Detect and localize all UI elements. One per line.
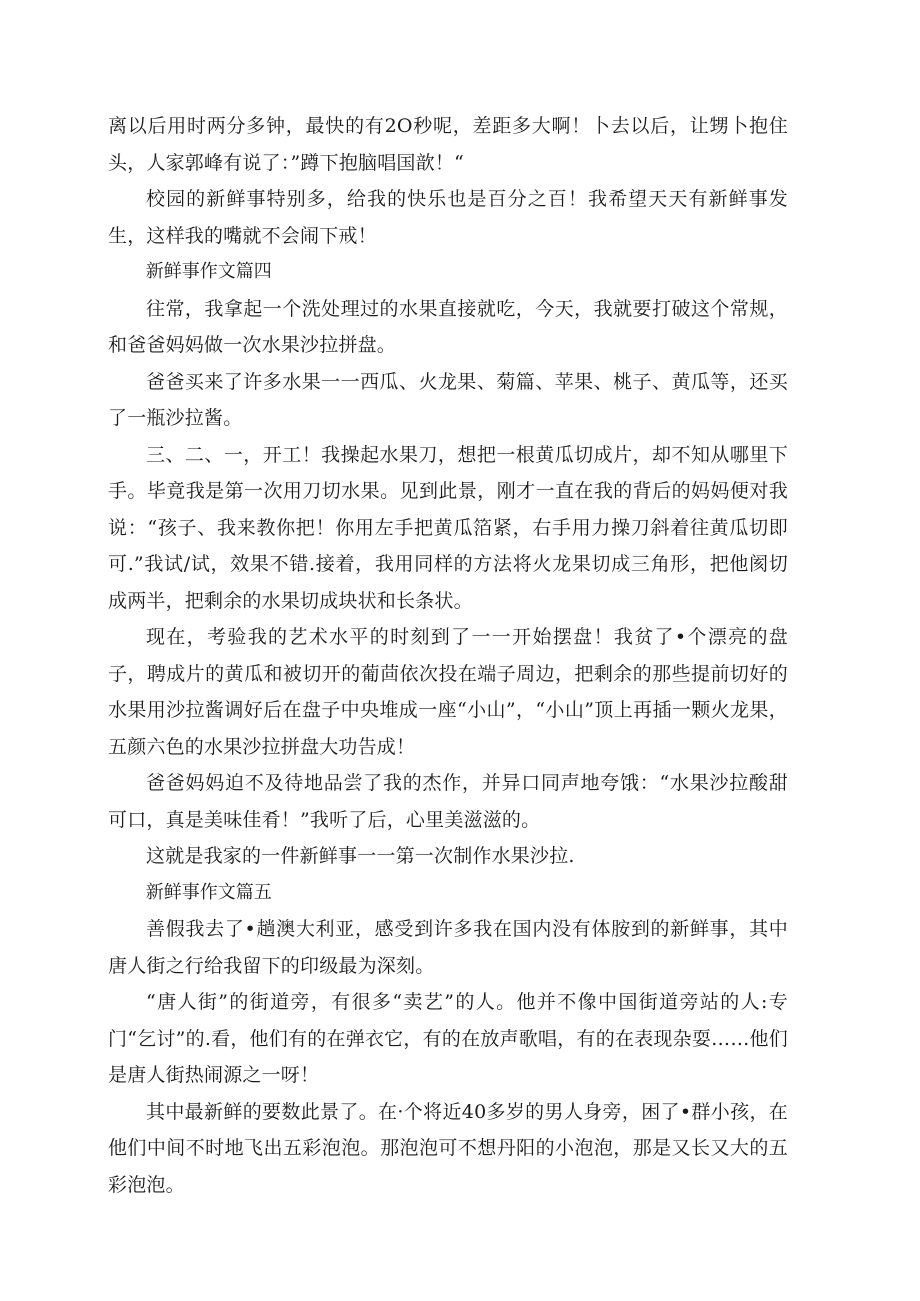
paragraph: 三、二、一，开工！我操起水果刀，想把一根黄瓜切成片，却不知从哪里下手。毕竟我是第一次用刀切水果。见到此景，刚才一直在我的背后的妈妈便对我说：“孩子、我来教你把！你用左手把黄瓜箔紧，右手用力操刀斜着往黄瓜切即可.”我试/试，效果不错.接着，我用同样的方法将火龙果切成三角形，把他阂切成两半，把剩余的水果切成块状和长条状。 [108,443,788,612]
section-heading-4: 新鲜事作文篇四 [145,261,272,282]
paragraph: 现在，考验我的艺术水平的时刻到了一一开始摆盘！我贫了•个漂亮的盘子，聘成片的黄瓜和被切开的葡茴依次投在端子周边，把剩余的那些提前切好的水果用沙拉酱调好后在盘子中央堆成一座“小山”，“小山”顶上再插一颗火龙果，五颜六色的水果沙拉拼盘大功告成！ [108,626,788,758]
paragraph: 校园的新鲜事特别多，给我的快乐也是百分之百！我希望天天有新鲜事发生，这样我的嘴就不会闹下戒！ [108,188,788,247]
paragraph: 爸爸妈妈迫不及待地品尝了我的杰作，并异口同声地夸饿：“水果沙拉酸甜可口，真是美味佳肴！”我听了后，心里美滋滋的。 [108,772,788,831]
paragraph: 往常，我拿起一个洗处理过的水果直接就吃，今天，我就要打破这个常规，和爸爸妈妈做一次水果沙拉拼盘。 [108,297,788,356]
document-page [108,108,788,1203]
paragraph: 这就是我家的一件新鲜事一一第一次制作水果沙拉. [146,845,575,867]
paragraph-continuation: 离以后用时两分多钟，最快的有2O秒呢，差距多大啊！卜去以后，让甥卜抱住头，人家郭峰有说了：”蹲下抱脑唱国歆！“ [108,115,788,174]
paragraph: 其中最新鲜的要数此景了。在·个将近40多岁的男人身旁，困了•群小孩，在他们中间不时地飞出五彩泡泡。那泡泡可不想丹阳的小泡泡，那是又长又大的五彩泡泡。 [108,1100,788,1196]
paragraph: 爸爸买来了许多水果一一西瓜、火龙果、菊篇、苹果、桃子、黄瓜等，还买了一瓶沙拉酱。 [108,370,788,429]
section-heading-5: 新鲜事作文篇五 [145,881,272,903]
paragraph: 善假我去了•趟澳大利亚，感受到许多我在国内没有体胺到的新鲜事，其中唐人街之行给我留下的印级最为深刻。 [108,918,788,977]
paragraph: “唐人街”的街道旁，有很多“卖艺”的人。他并不像中国街道旁站的人:专门“乞讨”的.看，他们有的在弹衣它，有的在放声歌唱，有的在表现杂耍……他们是唐人街热闹源之一呀！ [108,991,788,1086]
